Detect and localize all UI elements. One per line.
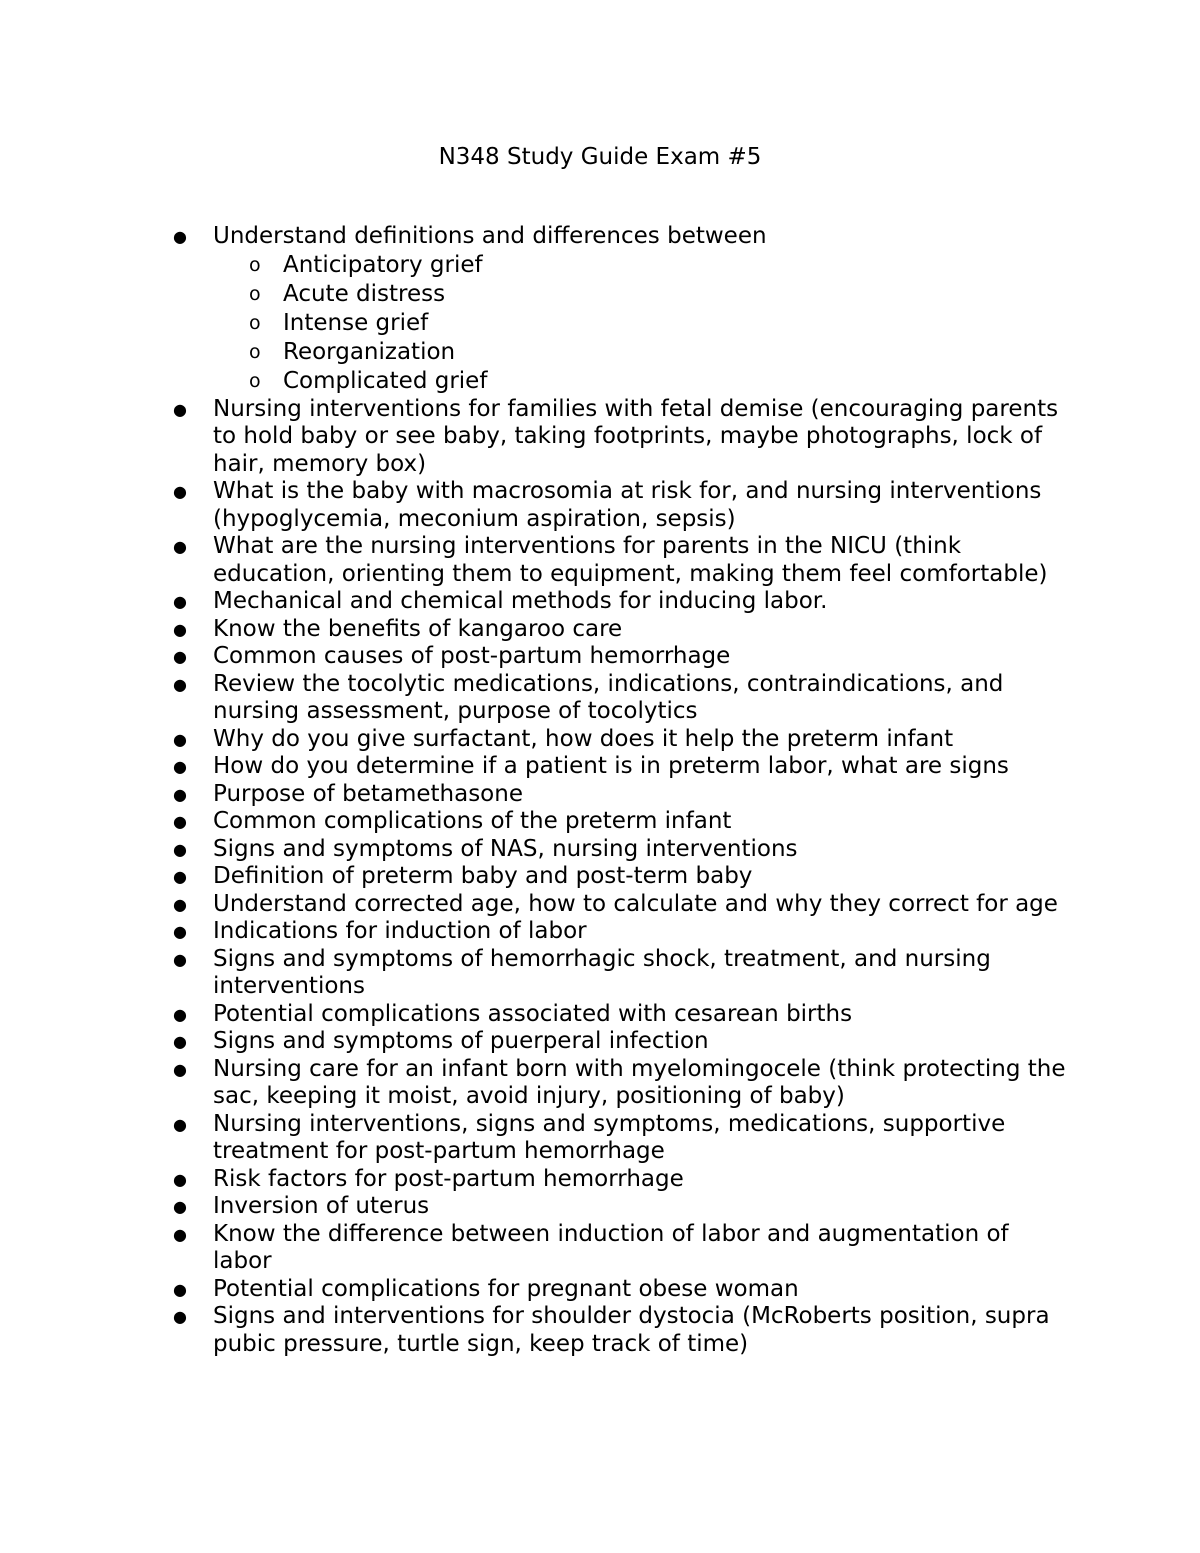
list-item-text: Understand corrected age, how to calculate and why they correct for age (213, 890, 1058, 917)
sub-list-item-text: Intense grief (283, 309, 429, 336)
list-item-text: Nursing care for an infant born with myelomingocele (think protecting the sac, keeping it moist, avoid injury, positioning of baby) (213, 1055, 1066, 1109)
bullet-icon: ● (173, 867, 187, 886)
list-item (173, 1110, 1073, 1166)
bullet-icon: ● (173, 894, 187, 914)
page-title: N348 Study Guide Exam #5 (438, 144, 762, 170)
sub-bullet-icon: o (249, 340, 261, 363)
list-item (173, 725, 1073, 754)
list-item-text: Nursing interventions, signs and symptoms, medications, supportive treatment for post-partum hemorrhage (213, 1110, 1006, 1164)
bullet-icon: ● (173, 1224, 187, 1244)
sub-bullet-icon: o (249, 369, 261, 392)
bullet-icon: ● (173, 812, 187, 831)
list-item-text: What are the nursing interventions for parents in the NICU (think education, orienting them to equipment, making them feel comfortable) (213, 533, 1048, 587)
list-item-text: Risk factors for post-partum hemorrhage (213, 1165, 684, 1192)
list-item (173, 1220, 1073, 1276)
bullet-icon: ● (173, 1279, 187, 1299)
sub-list-item-text: Complicated grief (283, 367, 488, 394)
list-item (173, 1055, 1073, 1111)
sub-list-item (249, 367, 1073, 396)
sub-list-item (249, 309, 1073, 338)
sub-list-item-text: Reorganization (283, 338, 456, 365)
list-item-text: Understand definitions and differences between (213, 223, 767, 249)
study-guide-list (173, 223, 1073, 1358)
list-item (173, 1193, 1073, 1221)
list-item (173, 223, 1073, 396)
list-item-text: Signs and symptoms of NAS, nursing interventions (213, 835, 798, 862)
list-item-text: Know the difference between induction of labor and augmentation of labor (213, 1220, 1009, 1274)
list-item (173, 588, 1073, 616)
list-item-text: Signs and interventions for shoulder dystocia (McRoberts position, supra pubic pressure, turtle sign, keep track of time) (213, 1303, 1050, 1357)
list-item-text: Definition of preterm baby and post-term baby (213, 863, 753, 889)
list-item-text: Why do you give surfactant, how does it help the preterm infant (213, 725, 954, 752)
list-item-text: Know the benefits of kangaroo care (213, 615, 623, 642)
list-item (173, 945, 1073, 1001)
list-item (173, 1275, 1073, 1304)
bullet-icon: ● (173, 619, 187, 639)
sub-bullet-icon: o (249, 253, 261, 276)
list-item (173, 863, 1073, 891)
list-item-text: Purpose of betamethasone (213, 780, 523, 807)
bullet-icon: ● (173, 949, 187, 969)
bullet-icon: ● (173, 482, 187, 501)
list-item-text: Nursing interventions for families with fetal demise (encouraging parents to hold baby or see baby, taking footprints, maybe photographs, lock of hair, memory box) (213, 395, 1059, 477)
list-item (173, 1000, 1073, 1029)
bullet-icon: ● (173, 1059, 187, 1079)
bullet-icon: ● (173, 227, 187, 246)
sub-list-item (249, 280, 1073, 309)
list-item (173, 753, 1073, 781)
list-item (173, 780, 1073, 809)
list-item (173, 835, 1073, 864)
list-item (173, 1165, 1073, 1194)
list-item (173, 643, 1073, 671)
sub-list-item (249, 251, 1073, 280)
list-item-text: What is the baby with macrosomia at risk for, and nursing interventions (hypoglycemia, meconium aspiration, sepsis) (213, 478, 1042, 532)
bullet-icon: ● (173, 399, 187, 419)
list-item-text: Indications for induction of labor (213, 918, 587, 944)
sub-bullet-icon: o (249, 311, 261, 334)
list-item (173, 918, 1073, 946)
bullet-icon: ● (173, 922, 187, 941)
list-item-text: Common causes of post-partum hemorrhage (213, 643, 731, 669)
bullet-icon: ● (173, 1004, 187, 1024)
list-item-text: Signs and symptoms of hemorrhagic shock, treatment, and nursing interventions (213, 945, 991, 999)
list-item (173, 890, 1073, 919)
list-item-text: Signs and symptoms of puerperal infection (213, 1028, 709, 1054)
sub-bullet-icon: o (249, 282, 261, 305)
bullet-icon: ● (173, 537, 187, 556)
list-item (173, 533, 1073, 588)
bullet-icon: ● (173, 674, 187, 694)
list-item (173, 808, 1073, 836)
list-item-text: Inversion of uterus (213, 1193, 430, 1219)
list-item-text: Potential complications for pregnant obese woman (213, 1275, 799, 1302)
sub-list-item (249, 338, 1073, 367)
list-item (173, 615, 1073, 644)
list-item (173, 1028, 1073, 1056)
list-item-text: Common complications of the preterm infant (213, 808, 732, 834)
bullet-icon: ● (173, 592, 187, 611)
list-item-text: Review the tocolytic medications, indications, contraindications, and nursing assessment, purpose of tocolytics (213, 670, 1004, 724)
list-item-text: Mechanical and chemical methods for inducing labor. (213, 588, 828, 614)
bullet-icon: ● (173, 647, 187, 666)
bullet-icon: ● (173, 757, 187, 776)
list-item (173, 670, 1073, 726)
list-item-text: Potential complications associated with cesarean births (213, 1000, 853, 1027)
bullet-icon: ● (173, 839, 187, 859)
bullet-icon: ● (173, 729, 187, 749)
list-item (173, 395, 1073, 479)
bullet-icon: ● (173, 1169, 187, 1189)
list-item-text: How do you determine if a patient is in preterm labor, what are signs (213, 753, 1009, 779)
list-item (173, 478, 1073, 533)
bullet-icon: ● (173, 1197, 187, 1216)
bullet-icon: ● (173, 1307, 187, 1326)
list-item (173, 1303, 1073, 1358)
bullet-icon: ● (173, 1114, 187, 1134)
bullet-icon: ● (173, 1032, 187, 1051)
sub-list (213, 251, 1073, 396)
bullet-icon: ● (173, 784, 187, 804)
sub-list-item-text: Anticipatory grief (283, 251, 483, 278)
sub-list-item-text: Acute distress (283, 280, 446, 307)
